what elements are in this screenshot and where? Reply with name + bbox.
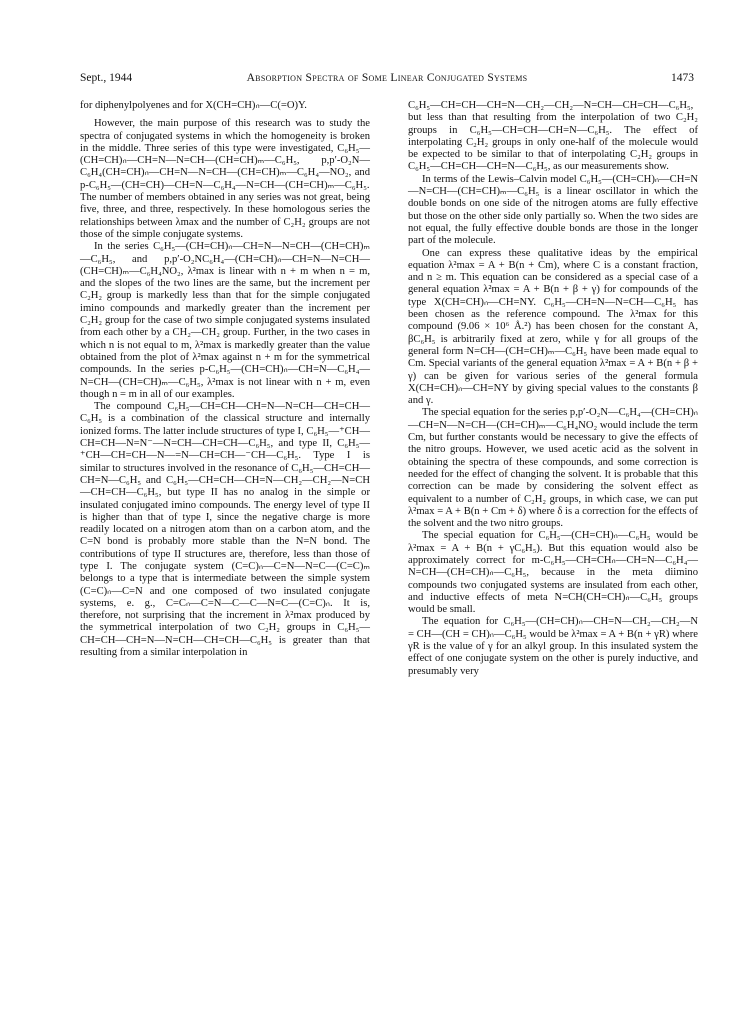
right-paragraph-5: The special equation for C₆H₅—(CH=CH)ₙ—C₆H₅ would be λ²max = A + B(n + γC₆H₅). But this equation would also be approximately correct for m-C₆H₅—CH=CHₙ—CH=N—C₆H₄—N=CH—(CH=CH)ₙ—C₆H₅, because in the meta diimino compounds two conjugated systems are insulated from each other, and inductive effects of meta N=CH(CH=CH)ₙ—C₆H₅ groups would be small.	[408, 530, 698, 616]
left-column	[80, 100, 370, 659]
right-column	[408, 100, 698, 678]
header-title: Absorption Spectra of Some Linear Conjugated Systems	[246, 72, 528, 84]
header-date: Sept., 1944	[80, 72, 133, 84]
right-paragraph-1: C₆H₅—CH=CH—CH=N—CH₂—CH₂—N=CH—CH=CH—C₆H₅, but less than that resulting from the interpolation of two C₂H₂ groups in C₆H₅—CH=CH—CH=N—C₆H₅. The effect of interpolating C₂H₂ groups in only one-half of the molecule would be expected to be similar to that of interpolating C₂H₂ groups in C₆H₅—CH=CH—CH=N—C₆H₅, as our measurements show.	[408, 100, 698, 173]
right-paragraph-3: One can express these qualitative ideas by the empirical equation λ²max = A + B(n + Cm), where C is a constant fraction, and n ≥ m. This equation can be considered as a special case of a general equation λ²max = A + B(n + β + γ) for compounds of the type X(CH=CH)ₙ—CH=NY. C₆H₅—CH=N—N=CH—C₆H₅ has been chosen as the reference compound. The λ²max for this compound (9.06 × 10⁶ Å.²) has been chosen for the constant A, βC₆H₅ is arbitrarily fixed at zero, while γ for all groups of the general form N=CH—(CH=CH)ₘ—C₆H₅ have been made equal to Cm. Special variants of the general equation λ²max = A + B(n + β + γ) can be given for various series of the general formula X(CH=CH)ₙ—CH=NY by giving special values to the constants β and γ.	[408, 247, 698, 407]
right-paragraph-6: The equation for C₆H₅—(CH=CH)ₙ—CH=N—CH₂—CH₂—N = CH—(CH = CH)ₙ—C₆H₅ would be λ²max = A + B(n + γR) where γR is the value of γ for an alkyl group. In this insulated system the effect of one conjugate system on the other is purely inductive, and presumably very	[408, 616, 698, 677]
left-paragraph-4: The compound C₆H₅—CH=CH—CH=N—N=CH—CH=CH—C₆H₅ is a combination of the classical structure and internally ionized forms. The latter include structures of type I, C₆H₅—⁺CH—CH=CH—N=N⁻—N=CH—CH=CH—C₆H₅, and type II, C₆H₅—⁺CH—CH=CH—N—=N—CH=CH—⁻CH—C₆H₅. Type I is similar to structures involved in the resonance of C₆H₅—CH=CH—CH=N—C₆H₅ and C₆H₅—CH=CH—CH=N—CH₂—CH₂—N=CH—CH=CH—C₆H₅, but type II has no analog in the simple or insulated conjugated imino compounds. The energy level of type II is higher than that of type I, since the negative charge is more readily located on a nitrogen atom than on a carbon atom, and the C=N bond is probably more stable than the N=N bond. The contributions of type II structures are, therefore, less than those of type I. The conjugate system (C=C)ₙ—C=N—N=C—(C=C)ₘ belongs to a type that is intermediate between the simple system (C=C)ₙ—C=N and one composed of two insulated conjugate systems, e. g., C=Cₙ—C=N—C—C—N=C—(C=C)ₙ. It is, therefore, not surprising that the increment in λ²max produced by the symmetrical interpolation of two C₂H₂ groups in C₆H₅—CH=CH—CH=N—N=CH—CH=CH—C₆H₅ is greater than that resulting from a similar interpolation in	[80, 401, 370, 659]
left-paragraph-2: However, the main purpose of this research was to study the spectra of conjugated systems in which the homogeneity is broken in the middle. Three series of this type were investigated, C₆H₅—(CH=CH)ₙ—CH=N—N=CH—(CH=CH)ₘ—C₆H₅, p,p′-O₂N—C₆H₄(CH=CH)ₙ—CH=N—N=CH—(CH=CH)ₘ—C₆H₄—NO₂, and p-C₆H₅—(CH=CH)—CH=N—C₆H₄—N=CH—(CH=CH)ₘ—C₆H₅. The number of members obtained in any series was not great, being five, three, and three, respectively. In these homologous series the relationships between λmax and the number of C₂H₂ groups are not those of the simple conjugate systems.	[80, 118, 370, 240]
left-paragraph-3: In the series C₆H₅—(CH=CH)ₙ—CH=N—N=CH—(CH=CH)ₘ—C₆H₅, and p,p′-O₂NC₆H₄—(CH=CH)ₙ—CH=N—N=CH—(CH=CH)ₘ—C₆H₄NO₂, λ²max is linear with n + m when n = m, and the slopes of the two lines are the same, but the increment per C₂H₂ group is markedly less than that for the simple conjugated imino compounds and markedly greater than the increment per C₂H₂ group for the case of two simple conjugated systems insulated from each other by a CH₂—CH₂ group. Further, in the two cases in which n is not equal to m, λ²max is markedly greater than the value obtained from the plot of λ²max against n + m for the symmetrical compounds. In the series p-C₆H₅—(CH=CH)ₙ—CH=N—C₆H₄—N=CH—(CH=CH)ₘ—C₆H₅, λ²max is not linear with n + m, even though n = m in all of our examples.	[80, 241, 370, 400]
left-paragraph-1: for diphenylpolyenes and for X(CH=CH)ₙ—C(=O)Y.	[80, 100, 307, 111]
right-paragraph-2: In terms of the Lewis–Calvin model C₆H₅—(CH=CH)ₙ—CH=N—N=CH—(CH=CH)ₘ—C₆H₅ is a linear oscillator in which the double bonds on one side of the nitrogen atoms are fully effective but those on the other side only partially so. When the two sides are not equal, the fully effective double bonds are those in the longer part of the molecule.	[408, 173, 698, 247]
page-number: 1473	[671, 72, 694, 84]
right-paragraph-4: The special equation for the series p,p′-O₂N—C₆H₄—(CH=CH)ₙ—CH=N—N=CH—(CH=CH)ₘ—C₆H₄NO₂ would include the term Cm, but further constants would be necessary to give the effects of the nitro groups. However, we used acetic acid as the solvent in obtaining the spectra of these compounds, and some correction is needed for the effect of changing the solvent. It is probable that this correction can be made by considering the solvent effect as equivalent to a number of C₂H₂ groups, in which case, we can put λ²max = A + B(n + Cm + δ) where δ is a correction for the effects of the solvent and the two nitro groups.	[408, 407, 698, 530]
running-header	[80, 72, 694, 88]
